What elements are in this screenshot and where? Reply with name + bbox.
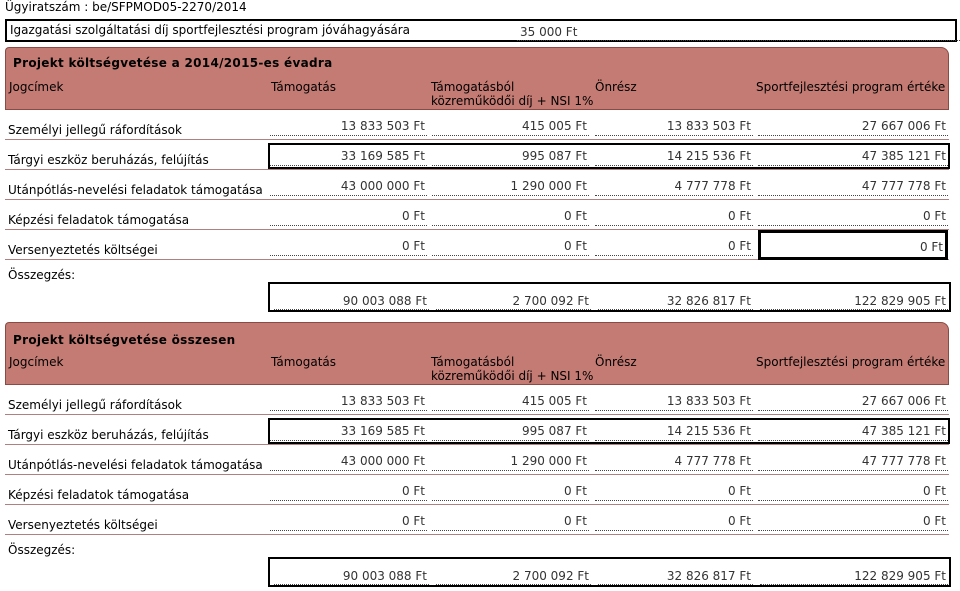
cell-kozremukodoi[interactable]: 415 005 Ft: [432, 116, 589, 136]
table-row: [5, 230, 949, 260]
cell-kozremukodoi[interactable]: 0 Ft: [432, 511, 589, 531]
admin-fee-row: [5, 19, 957, 42]
cell-program-erteke[interactable]: 47 385 121 Ft: [758, 146, 948, 166]
row-label: Utánpótlás-nevelési feladatok támogatása: [8, 183, 263, 197]
summary-program-erteke: 122 829 905 Ft: [760, 567, 948, 585]
row-label: Versenyeztetés költségei: [8, 518, 158, 532]
cell-onresz[interactable]: 0 Ft: [595, 511, 753, 531]
section-title-bar: [5, 47, 949, 74]
table-header: [5, 349, 949, 385]
header-program-erteke: Sportfejlesztési program értéke: [756, 355, 946, 369]
header-kozremukodoi-line1: Támogatásból: [431, 80, 515, 94]
cell-tamogatas[interactable]: 43 000 000 Ft: [270, 451, 427, 471]
summary-label: Összegzés:: [8, 543, 76, 557]
table-row: [5, 445, 949, 475]
header-tamogatas: Támogatás: [271, 80, 337, 94]
header-onresz: Önrész: [595, 355, 637, 369]
admin-fee-label: Igazgatási szolgáltatási díj sportfejlesztési program jóváhagyására: [10, 23, 411, 37]
header-kozremukodoi: [431, 355, 593, 383]
cell-program-erteke[interactable]: 0 Ft: [758, 206, 948, 226]
header-jogcimek: Jogcímek: [9, 355, 64, 369]
summary-tamogatas: 90 003 088 Ft: [274, 292, 429, 310]
row-label: Személyi jellegű ráfordítások: [8, 123, 182, 137]
summary-tamogatas: 90 003 088 Ft: [274, 567, 429, 585]
cell-kozremukodoi[interactable]: 995 087 Ft: [432, 421, 589, 441]
cell-onresz[interactable]: 4 777 778 Ft: [595, 451, 753, 471]
section-title-bar: [5, 322, 949, 349]
header-program-erteke: Sportfejlesztési program értéke: [756, 80, 946, 94]
cell-tamogatas[interactable]: 0 Ft: [270, 481, 427, 501]
section-title: Projekt költségvetése összesen: [13, 333, 236, 347]
table-row: [5, 505, 949, 535]
cell-tamogatas[interactable]: 13 833 503 Ft: [270, 391, 427, 411]
header-kozremukodoi-line1: Támogatásból: [431, 355, 515, 369]
cell-tamogatas[interactable]: 43 000 000 Ft: [270, 176, 427, 196]
admin-fee-value[interactable]: 35 000 Ft: [517, 24, 960, 41]
cell-kozremukodoi[interactable]: 1 290 000 Ft: [432, 176, 589, 196]
cell-onresz[interactable]: 4 777 778 Ft: [595, 176, 753, 196]
cell-program-erteke-focused[interactable]: 0 Ft: [758, 230, 948, 260]
summary-row: [268, 282, 951, 312]
cell-program-erteke[interactable]: 47 777 778 Ft: [758, 451, 948, 471]
cell-onresz[interactable]: 14 215 536 Ft: [595, 146, 753, 166]
table-row: [5, 110, 949, 140]
cell-program-erteke[interactable]: 47 385 121 Ft: [758, 421, 948, 441]
header-tamogatas: Támogatás: [271, 355, 337, 369]
cell-onresz[interactable]: 14 215 536 Ft: [595, 421, 753, 441]
cell-kozremukodoi[interactable]: 0 Ft: [432, 236, 589, 256]
summary-program-erteke: 122 829 905 Ft: [760, 292, 948, 310]
cell-tamogatas[interactable]: 33 169 585 Ft: [270, 146, 427, 166]
cell-onresz[interactable]: 13 833 503 Ft: [595, 116, 753, 136]
cell-tamogatas[interactable]: 13 833 503 Ft: [270, 116, 427, 136]
table-row: [5, 475, 949, 505]
row-label: Személyi jellegű ráfordítások: [8, 398, 182, 412]
section-budget-season: [5, 47, 949, 313]
summary-onresz: 32 826 817 Ft: [598, 567, 753, 585]
row-label: Versenyeztetés költségei: [8, 243, 158, 257]
header-kozremukodoi: [431, 80, 593, 108]
cell-program-erteke[interactable]: 0 Ft: [758, 511, 948, 531]
cell-program-erteke[interactable]: 27 667 006 Ft: [758, 391, 948, 411]
cell-kozremukodoi[interactable]: 0 Ft: [432, 206, 589, 226]
cell-kozremukodoi[interactable]: 995 087 Ft: [432, 146, 589, 166]
table-row: [5, 415, 949, 445]
header-jogcimek: Jogcímek: [9, 80, 64, 94]
row-label: Tárgyi eszköz beruházás, felújítás: [8, 153, 209, 167]
table-row: [5, 140, 949, 170]
header-onresz: Önrész: [595, 80, 637, 94]
summary-kozremukodoi: 2 700 092 Ft: [436, 292, 591, 310]
row-label: Utánpótlás-nevelési feladatok támogatása: [8, 458, 263, 472]
summary-row: [268, 557, 951, 587]
cell-onresz[interactable]: 0 Ft: [595, 481, 753, 501]
header-kozremukodoi-line2: közreműködői díj + NSI 1%: [431, 94, 594, 108]
table-row: [5, 385, 949, 415]
cell-onresz[interactable]: 13 833 503 Ft: [595, 391, 753, 411]
table-row: [5, 200, 949, 230]
cell-tamogatas[interactable]: 0 Ft: [270, 236, 427, 256]
case-number: Ügyiratszám : be/SFPMOD05-2270/2014: [5, 0, 247, 14]
summary-kozremukodoi: 2 700 092 Ft: [436, 567, 591, 585]
cell-kozremukodoi[interactable]: 1 290 000 Ft: [432, 451, 589, 471]
row-label: Képzési feladatok támogatása: [8, 213, 190, 227]
header-kozremukodoi-line2: közreműködői díj + NSI 1%: [431, 369, 594, 383]
cell-kozremukodoi[interactable]: 415 005 Ft: [432, 391, 589, 411]
cell-tamogatas[interactable]: 33 169 585 Ft: [270, 421, 427, 441]
row-label: Tárgyi eszköz beruházás, felújítás: [8, 428, 209, 442]
cell-tamogatas[interactable]: 0 Ft: [270, 206, 427, 226]
summary-onresz: 32 826 817 Ft: [598, 292, 753, 310]
section-title: Projekt költségvetése a 2014/2015-es évadra: [13, 56, 333, 70]
cell-onresz[interactable]: 0 Ft: [595, 236, 753, 256]
cell-tamogatas[interactable]: 0 Ft: [270, 511, 427, 531]
section-budget-total: [5, 322, 949, 588]
cell-program-erteke[interactable]: 47 777 778 Ft: [758, 176, 948, 196]
table-header: [5, 74, 949, 110]
cell-kozremukodoi[interactable]: 0 Ft: [432, 481, 589, 501]
cell-onresz[interactable]: 0 Ft: [595, 206, 753, 226]
table-row: [5, 170, 949, 200]
cell-program-erteke[interactable]: 0 Ft: [758, 481, 948, 501]
summary-label: Összegzés:: [8, 268, 76, 282]
cell-program-erteke[interactable]: 27 667 006 Ft: [758, 116, 948, 136]
row-label: Képzési feladatok támogatása: [8, 488, 190, 502]
